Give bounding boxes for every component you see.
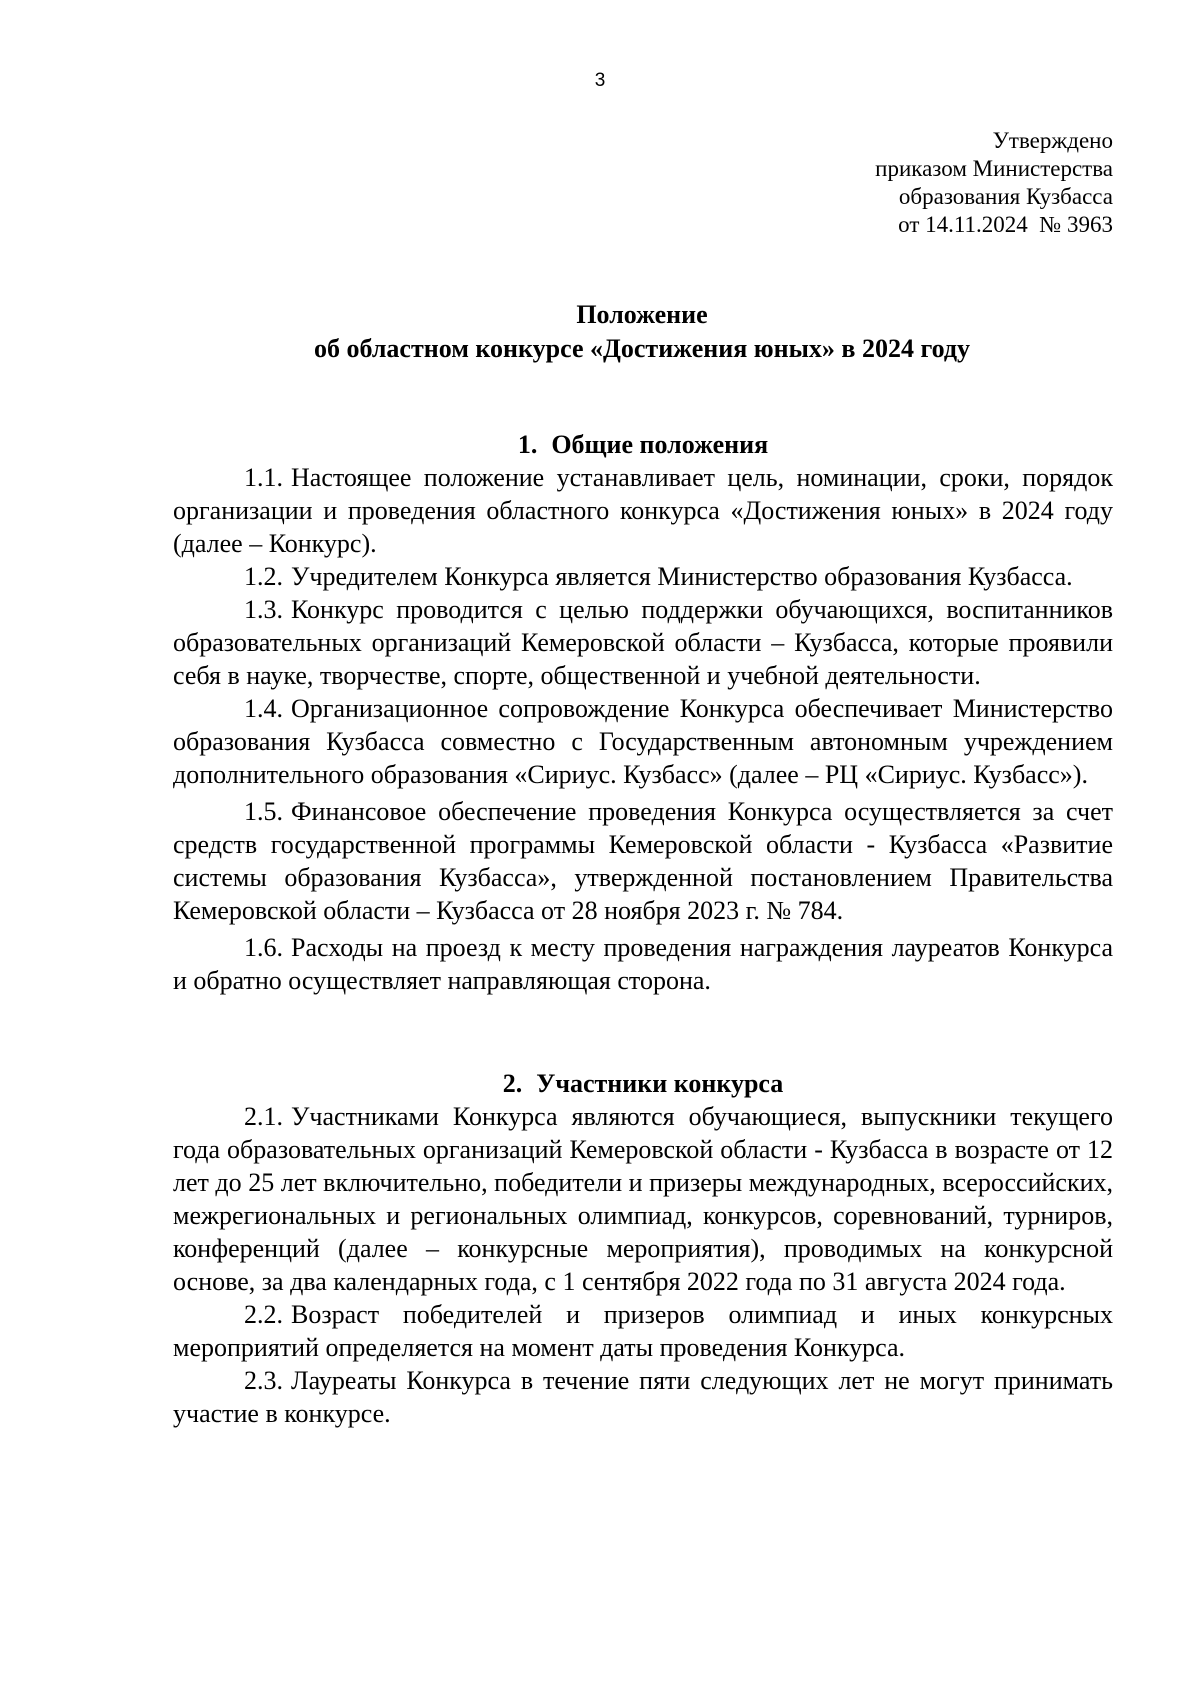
paragraph-number: 1.5. bbox=[244, 797, 283, 826]
approval-line: от 14.11.2024 № 3963 bbox=[898, 212, 1113, 237]
paragraph-text: Учредителем Конкурса является Министерство образования Кузбасса. bbox=[291, 562, 1073, 591]
paragraph bbox=[173, 692, 1113, 791]
section-heading bbox=[173, 1067, 1113, 1100]
paragraph bbox=[173, 1364, 1113, 1430]
page-number: 3 bbox=[594, 70, 606, 91]
paragraph bbox=[173, 931, 1113, 997]
approval-line: Утверждено bbox=[992, 128, 1113, 153]
section-heading bbox=[173, 428, 1113, 461]
paragraph-number: 1.1. bbox=[244, 463, 283, 492]
paragraph-number: 2.2. bbox=[244, 1300, 283, 1329]
paragraph bbox=[173, 593, 1113, 692]
paragraph-text: Финансовое обеспечение проведения Конкурса осуществляется за счет средств государственной программы Кемеровской области - Кузбасса «Развитие системы образования Кузбасса», утвержденной постановлением Правительства Кемеровской области – Кузбасса от 28 ноября 2023 г. № 784. bbox=[173, 797, 1113, 925]
paragraph-number: 2.3. bbox=[244, 1366, 283, 1395]
paragraph bbox=[173, 795, 1113, 927]
paragraph-number: 1.6. bbox=[244, 933, 283, 962]
paragraph bbox=[173, 1100, 1113, 1298]
document-title-line-1: Положение bbox=[576, 300, 708, 329]
paragraph-text: Организационное сопровождение Конкурса обеспечивает Министерство образования Кузбасса совместно с Государственным автономным учреждением дополнительного образования «Сириус. Кузбасс» (далее – РЦ «Сириус. Кузбасс»). bbox=[173, 694, 1113, 789]
section-number: 2. bbox=[502, 1069, 523, 1098]
paragraph-text: Участниками Конкурса являются обучающиеся, выпускники текущего года образовательных организаций Кемеровской области - Кузбасса в возрасте от 12 лет до 25 лет включительно, победители и призеры международных, всероссийских, межрегиональных и региональных олимпиад, конкурсов, соревнований, турниров, конференций (далее – конкурсные мероприятия), проводимых на конкурсной основе, за два календарных года, с 1 сентября 2022 года по 31 августа 2024 года. bbox=[173, 1102, 1113, 1296]
approval-line: приказом Министерства bbox=[875, 156, 1113, 181]
document-title-line-2: об областном конкурсе «Достижения юных» в 2024 году bbox=[313, 334, 971, 363]
approval-line: образования Кузбасса bbox=[898, 184, 1113, 209]
paragraph-number: 2.1. bbox=[244, 1102, 283, 1131]
paragraph-number: 1.4. bbox=[244, 694, 283, 723]
paragraph-text: Конкурс проводится с целью поддержки обучающихся, воспитанников образовательных организаций Кемеровской области – Кузбасса, которые проявили себя в науке, творчестве, спорте, общественной и учебной деятельности. bbox=[173, 595, 1113, 690]
approval-block bbox=[713, 127, 1113, 239]
paragraph-text: Расходы на проезд к месту проведения награждения лауреатов Конкурса и обратно осуществляет направляющая сторона. bbox=[173, 933, 1113, 995]
document-body bbox=[173, 428, 1113, 1430]
section-title: Общие положения bbox=[551, 430, 769, 459]
paragraph-number: 1.3. bbox=[244, 595, 283, 624]
paragraph bbox=[173, 1298, 1113, 1364]
paragraph-text: Настоящее положение устанавливает цель, номинации, сроки, порядок организации и проведения областного конкурса «Достижения юных» в 2024 году (далее – Конкурс). bbox=[173, 463, 1113, 558]
paragraph-number: 1.2. bbox=[244, 562, 283, 591]
paragraph-text: Лауреаты Конкурса в течение пяти следующих лет не могут принимать участие в конкурсе. bbox=[173, 1366, 1113, 1428]
section-number: 1. bbox=[517, 430, 538, 459]
paragraph bbox=[173, 560, 1113, 593]
section-title: Участники конкурса bbox=[536, 1069, 784, 1098]
paragraph bbox=[173, 461, 1113, 560]
document-title bbox=[172, 298, 1112, 366]
paragraph-text: Возраст победителей и призеров олимпиад и иных конкурсных мероприятий определяется на момент даты проведения Конкурса. bbox=[173, 1300, 1113, 1362]
